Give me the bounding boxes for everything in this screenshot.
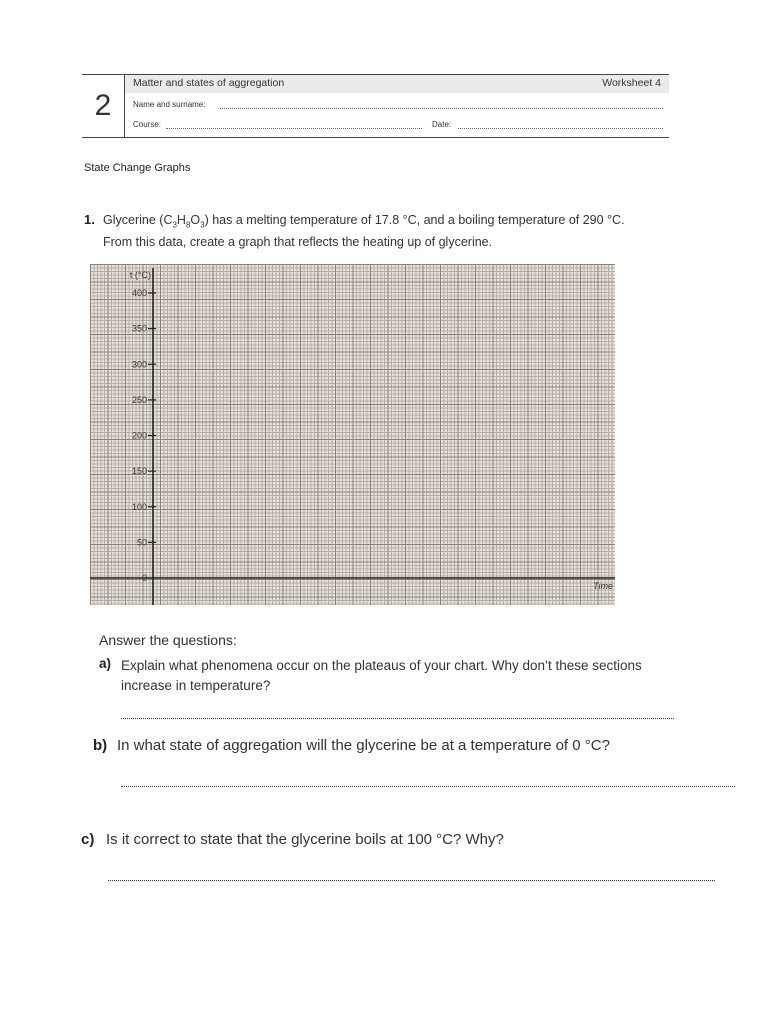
name-field[interactable] [220, 108, 663, 109]
glycerine-formula: $C_3H_8O_3$ [163, 213, 205, 230]
worksheet-header [82, 74, 669, 138]
question-a-letter: a) [99, 656, 112, 671]
section-title: State Change Graphs [84, 162, 191, 174]
date-field[interactable] [458, 128, 663, 129]
q1-text-before: Glycerine ( [103, 213, 164, 227]
course-label: Course: [133, 120, 162, 129]
y-axis-label: t (°C) [129, 270, 151, 280]
question-a-text: Explain what phenomena occur on the plateaus of your chart. Why don’t these sections increase in temperature? [121, 658, 642, 693]
y-tick-label: 0 [141, 573, 147, 583]
question-1-number: 1. [84, 212, 95, 227]
question-b-text: In what state of aggregation will the glycerine be at a temperature of 0 °C? [117, 737, 610, 754]
date-label: Date: [432, 120, 452, 129]
question-c-letter: c) [81, 831, 95, 848]
question-c-text: Is it correct to state that the glycerine boils at 100 °C? Why? [106, 831, 504, 848]
answer-c-line[interactable] [108, 880, 715, 881]
answer-b-line[interactable] [121, 786, 735, 787]
y-tick-label: 250 [131, 394, 147, 405]
y-tick-label: 50 [136, 537, 147, 548]
unit-number: 2 [94, 89, 112, 122]
answer-a-line[interactable] [121, 718, 674, 719]
x-axis-label: Time [593, 581, 613, 591]
graph-paper[interactable] [90, 264, 615, 605]
question-b-letter: b) [93, 737, 108, 754]
question-1-text [103, 212, 633, 251]
y-tick-label: 350 [131, 323, 147, 334]
q1-text-after: ) has a melting temperature of 17.8 °C, and a boiling temperature of 290 °C. From this data, create a graph that reflects the heating up of glycerine. [103, 213, 625, 249]
course-field[interactable] [166, 128, 422, 129]
y-tick-label: 150 [131, 466, 147, 477]
y-tick-label: 100 [131, 501, 147, 512]
y-tick-label: 200 [131, 430, 147, 441]
header-title-bar [125, 75, 669, 93]
worksheet-label: Worksheet 4 [602, 77, 661, 89]
name-label: Name and surname: [133, 100, 206, 109]
y-tick-label: 300 [131, 359, 147, 370]
unit-topic: Matter and states of aggregation [133, 77, 285, 89]
answers-intro: Answer the questions: [99, 632, 237, 648]
temperature-time-axes [90, 264, 615, 605]
y-tick-label: 400 [131, 288, 147, 298]
